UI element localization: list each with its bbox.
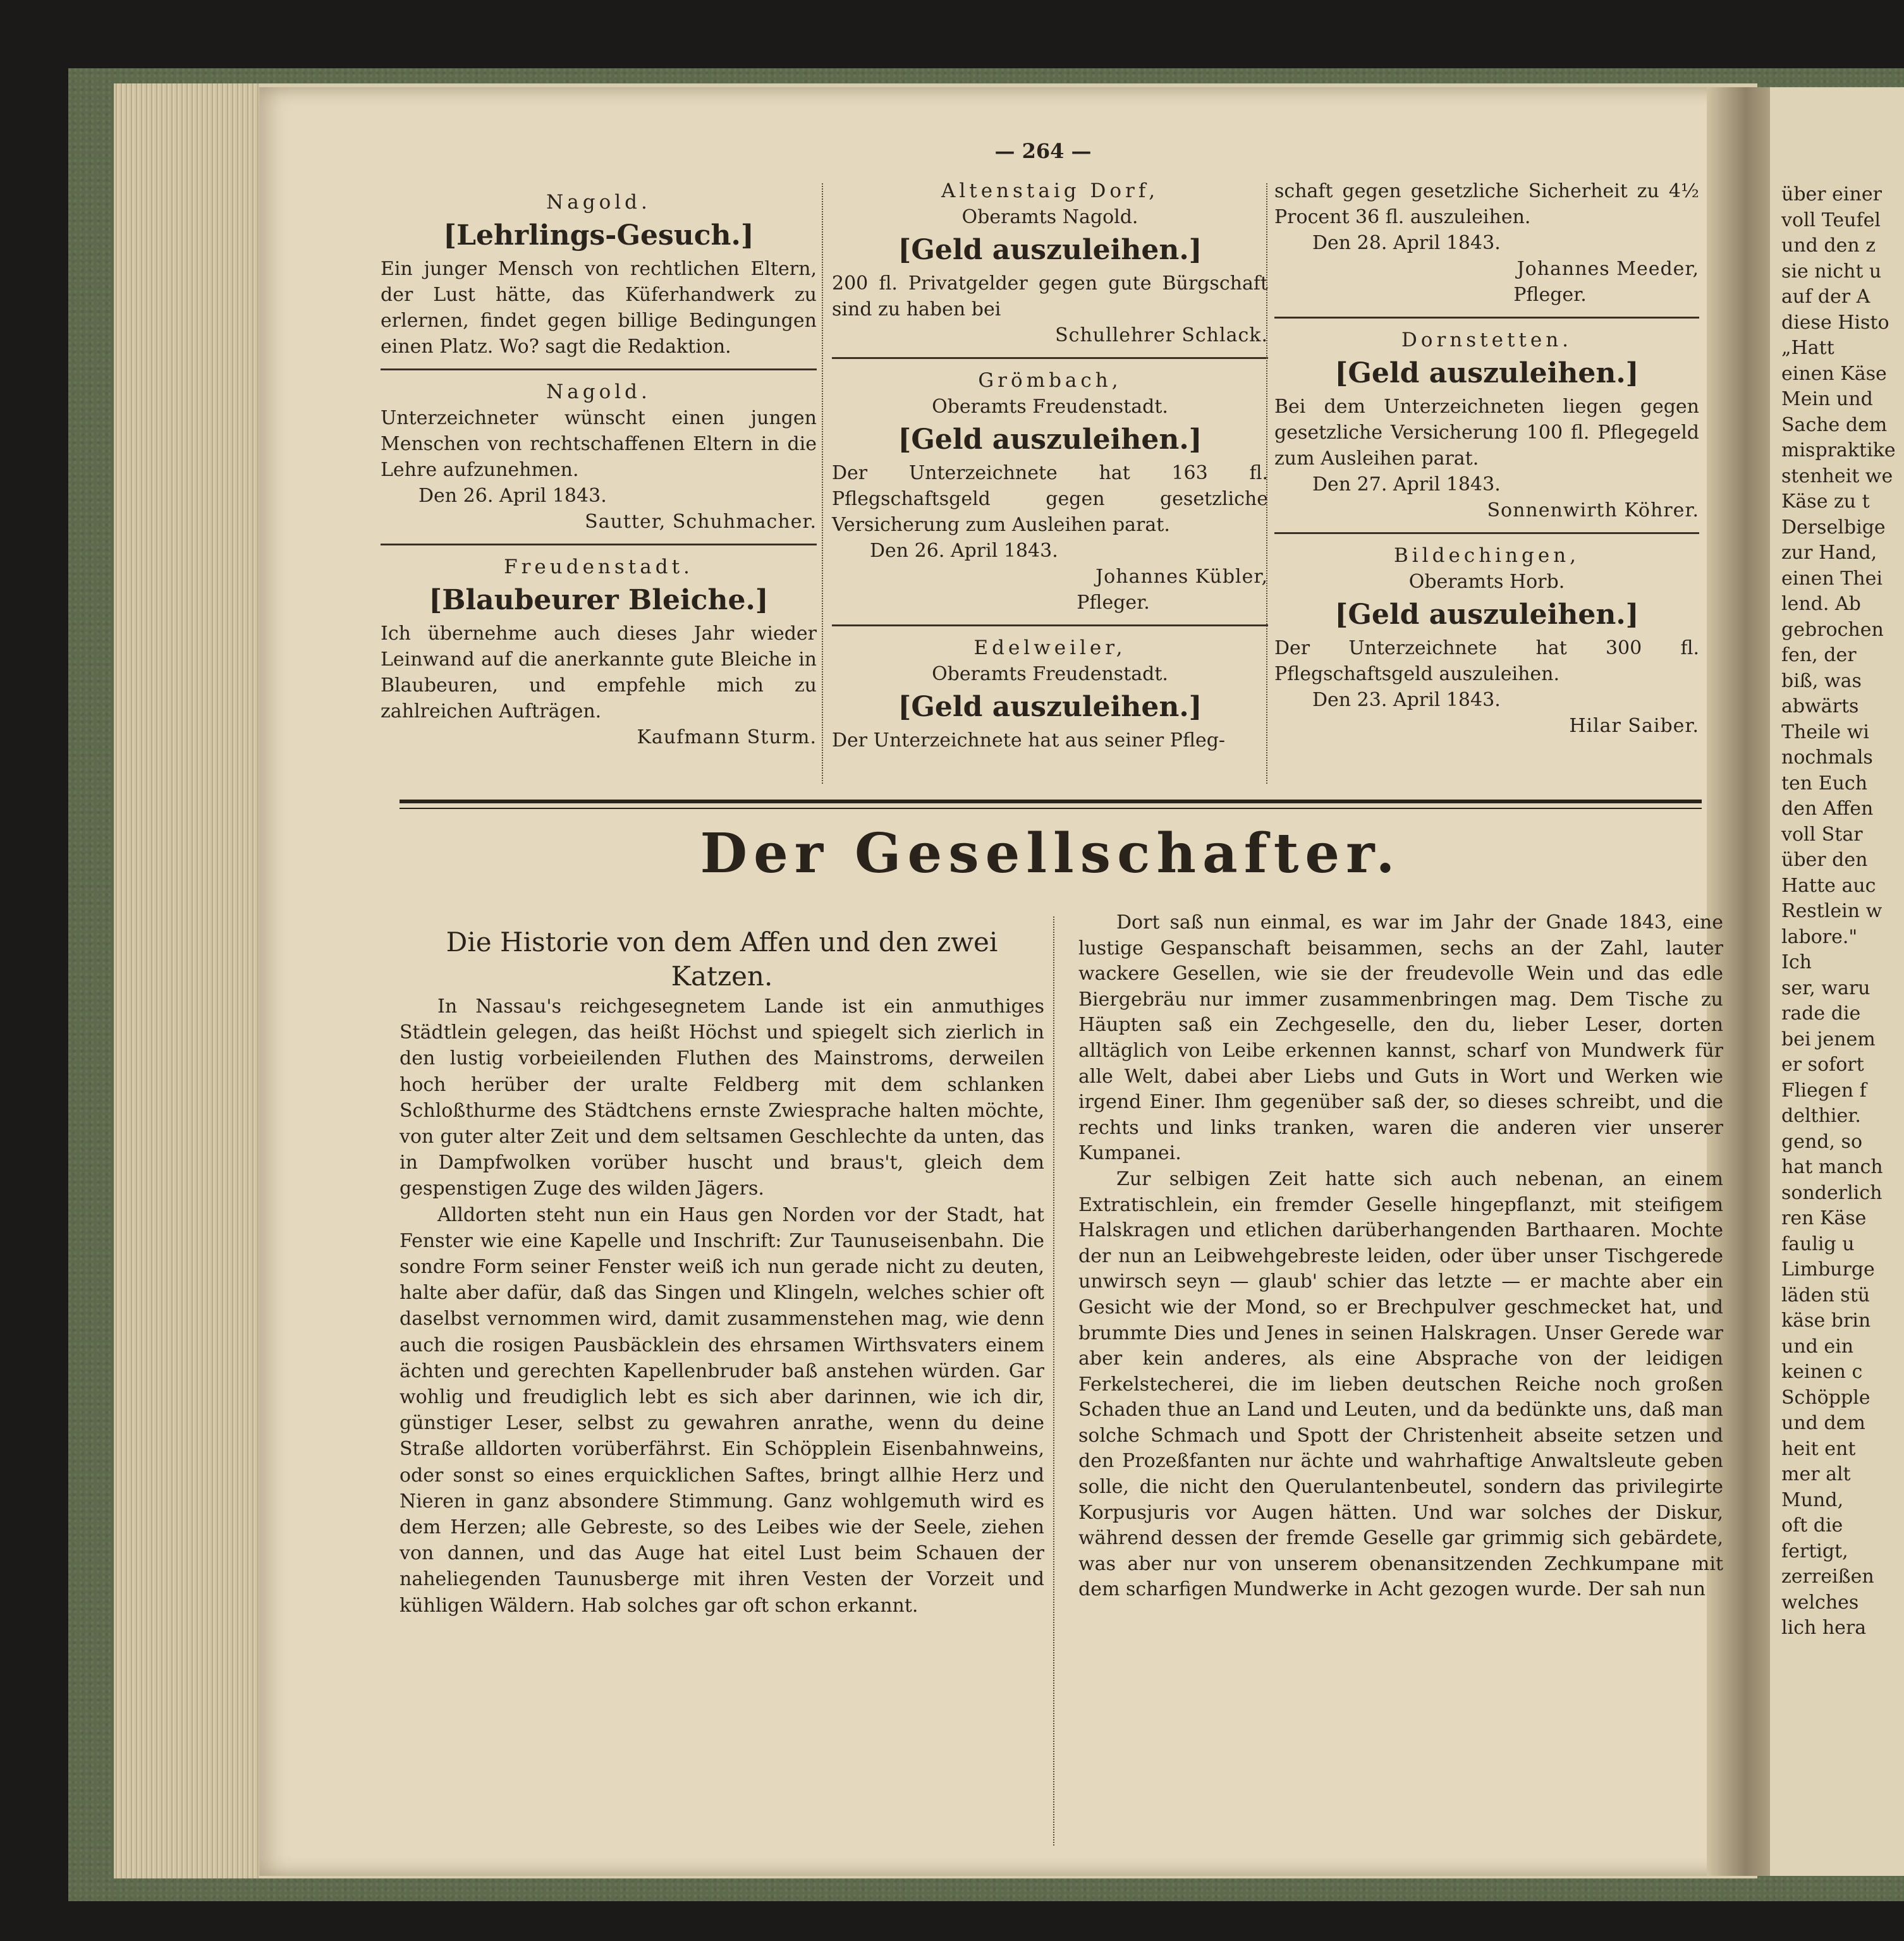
ad-heading: [Geld auszuleihen.] bbox=[898, 691, 1202, 723]
facing-page-line: welches bbox=[1781, 1591, 1859, 1614]
facing-page-line: Restlein w bbox=[1781, 900, 1883, 922]
facing-page-line: Schöpple bbox=[1781, 1386, 1870, 1409]
ad-separator bbox=[832, 624, 1268, 626]
facing-page-line: zur Hand, bbox=[1781, 542, 1877, 564]
ad-body: Der Unterzeichnete hat 163 fl. Pflegschaftsgeld gegen gesetzliche Versicherung zum Ausleihen parat. bbox=[832, 462, 1268, 536]
ad-date: Den 27. April 1843. bbox=[1312, 473, 1501, 496]
story-paragraph: Dort saß nun einmal, es war im Jahr der Gnade 1843, eine lustige Gespanschaft beisammen, sechs an der Zahl, lauter wackere Gesellen, wie sie der freudevolle Wein und das edle Biergebräu nur immer zusammenbringen mag. Dem Tische zu Häupten saß ein Zechgeselle, den du, lieber Leser, dorten alltäglich von Leibe erkennen kannst, scharf von Mundwerk für alle Welt, dabei aber Liebs und Guts in Wort und Werken wie irgend Einer. Ihm gegenüber saß der, so dieses schreibt, und die rechts und links tranken, waren die anderen vier unserer Kumpanei. bbox=[1078, 911, 1723, 1165]
facing-page-line: nochmals bbox=[1781, 746, 1873, 769]
facing-page-line: ren Käse bbox=[1781, 1207, 1867, 1229]
facing-page-line: Ich bbox=[1781, 951, 1812, 973]
facing-page-line: käse brin bbox=[1781, 1310, 1871, 1332]
facing-page-line: den Affen bbox=[1781, 798, 1874, 820]
facing-page-line: labore." bbox=[1781, 925, 1858, 948]
story-paragraph: Alldorten steht nun ein Haus gen Norden vor der Stadt, hat Fenster wie eine Kapelle und Inschrift: Zur Taunuseisenbahn. Die sondre Form seiner Fenster weiß ich nun gerade nicht zu deuten, halte aber dafür, daß das Singen und Klingeln, welches schier oft daselbst vernommen wird, damit zusammenstehen mag, wie denn auch die rosigen Pausbäcklein des ehrsamen Wirthsvaters einem ächten und gerechten Kapellenbruder baß anstehen würden. Gar wohlig und freudiglich lebt es sich aber darinnen, wie ich dir, günstiger Leser, selbst zu gewahren anrathe, wenn du deine Straße alldorten vorüberfährst. Ein Schöpplein Eisenbahnweins, oder sonst so eines erquicklichen Saftes, bringt allhie Herz und Nieren in ganz absondere Stimmung. Ganz wohlgemuth wird es dem Herzen; alle Gebreste, so des Leibes wie der Seele, ziehen von dannen, und das Auge hat eitel Lust beim Schauen der naheliegenden Taunusberge mit ihren Vesten der Vorzeit und kühligen Wäldern. Hab solches gar oft schon erkannt. bbox=[400, 1203, 1044, 1617]
facing-page-line: fertigt, bbox=[1781, 1540, 1848, 1562]
facing-page-line: ser, waru bbox=[1781, 977, 1870, 999]
ad-subplace: Oberamts Nagold. bbox=[961, 206, 1138, 228]
story-paragraph: In Nassau's reichgesegnetem Lande ist ein anmuthiges Städtlein gelegen, das heißt Höchst und spiegelt sich zierlich in den lustig vorbeieilenden Fluthen des Mainstroms, derweilen hoch herüber der uralte Feldberg mit dem schlanken Schloßthurme des Städtchens ernste Zwiesprache halten möchte, von guter alter Zeit und dem seltsamen Geschlechte da unten, das in Dampfwolken vorüber huscht und braus't, gleich dem gespenstigen Zuge des wilden Jägers. bbox=[400, 995, 1044, 1200]
ad-place: Nagold. bbox=[546, 380, 651, 403]
facing-page-line: Mund, bbox=[1781, 1488, 1844, 1511]
ad-body: Der Unterzeichnete hat aus seiner Pfleg- bbox=[832, 729, 1226, 751]
facing-page-line: faulig u bbox=[1781, 1232, 1855, 1255]
ad-body: Ein junger Mensch von rechtlichen Eltern, der Lust hätte, das Küferhandwerk zu erlernen, findet gegen billige Bedingungen einen Platz. Wo? sagt die Redaktion. bbox=[381, 258, 817, 358]
facing-page-line: keinen c bbox=[1781, 1361, 1863, 1383]
ad-body: Bei dem Unterzeichneten liegen gegen gesetzliche Versicherung 100 fl. Pflegegeld zum Ausleihen parat. bbox=[1274, 396, 1699, 470]
ad-place: Nagold. bbox=[546, 191, 651, 214]
ad-heading: [Geld auszuleihen.] bbox=[898, 234, 1202, 266]
facing-page-line: gend, so bbox=[1781, 1130, 1863, 1153]
facing-page-line: fen, der bbox=[1781, 644, 1857, 666]
ad-body: 200 fl. Privatgelder gegen gute Bürgschaft sind zu haben bei bbox=[832, 272, 1268, 320]
ad-role: Pfleger. bbox=[1077, 592, 1150, 614]
ad-signature: Schullehrer Schlack. bbox=[1055, 324, 1268, 346]
masthead: Der Gesellschafter. bbox=[700, 822, 1401, 885]
ad-place: Freudenstadt. bbox=[504, 556, 693, 578]
ad-signature: Kaufmann Sturm. bbox=[637, 726, 817, 748]
advertisement bbox=[381, 554, 817, 750]
ad-body: schaft gegen gesetzliche Sicherheit zu 4½ Procent 36 fl. auszuleihen. bbox=[1274, 180, 1699, 228]
ad-signature: Johannes Meeder, bbox=[1516, 258, 1699, 280]
advertisement bbox=[1274, 327, 1699, 523]
ad-body: Der Unterzeichnete hat 300 fl. Pflegschaftsgeld auszuleihen. bbox=[1274, 637, 1699, 685]
facing-page-line: diese Histo bbox=[1781, 311, 1889, 334]
advertisement bbox=[832, 635, 1268, 753]
advertisement bbox=[381, 190, 817, 360]
facing-page-text bbox=[1770, 87, 1904, 1641]
facing-page-line: Hatte auc bbox=[1781, 874, 1876, 897]
ad-separator bbox=[381, 368, 817, 370]
facing-page-line: Limburge bbox=[1781, 1258, 1875, 1281]
ad-place: Altenstaig Dorf, bbox=[941, 179, 1159, 202]
facing-page-line: ten Euch bbox=[1781, 772, 1868, 794]
ad-subplace: Oberamts Freudenstadt. bbox=[932, 663, 1168, 685]
ad-heading: [Geld auszuleihen.] bbox=[1334, 599, 1639, 631]
facing-page-line: voll Teufel bbox=[1781, 209, 1881, 231]
section-rule-thin bbox=[400, 808, 1702, 809]
facing-page-line: über einer bbox=[1781, 183, 1882, 205]
ad-separator bbox=[1274, 532, 1699, 534]
story-column-1 bbox=[400, 925, 1044, 1619]
ad-heading: [Lehrlings-Gesuch.] bbox=[443, 219, 754, 252]
ad-role: Pfleger. bbox=[1513, 284, 1587, 306]
story-title: Die Historie von dem Affen und den zwei Katzen. bbox=[446, 927, 998, 992]
ads-column-3 bbox=[1274, 178, 1699, 745]
ad-separator bbox=[1274, 317, 1699, 319]
ad-body: Unterzeichneter wünscht einen jungen Menschen von rechtschaffenen Eltern in die Lehre aufzunehmen. bbox=[381, 407, 817, 481]
facing-page-line: stenheit we bbox=[1781, 465, 1893, 487]
facing-page-line: Käse zu t bbox=[1781, 490, 1870, 513]
facing-page-line: „Hatt bbox=[1781, 337, 1834, 359]
ad-place: Grömbach, bbox=[978, 369, 1122, 392]
section-rule bbox=[400, 800, 1702, 803]
ad-heading: [Geld auszuleihen.] bbox=[898, 423, 1202, 456]
facing-page-line: Mein und bbox=[1781, 388, 1873, 410]
ad-signature: Sonnenwirth Köhrer. bbox=[1487, 499, 1699, 521]
advertisement bbox=[832, 368, 1268, 616]
column-divider bbox=[1053, 916, 1054, 1846]
facing-page-line: und dem bbox=[1781, 1412, 1865, 1434]
ad-heading: [Blaubeurer Bleiche.] bbox=[429, 584, 769, 616]
facing-page-line: er sofort bbox=[1781, 1054, 1864, 1076]
facing-page-line: mispraktike bbox=[1781, 439, 1896, 461]
ad-place: Edelweiler, bbox=[973, 636, 1126, 659]
facing-page-line: einen Thei bbox=[1781, 567, 1883, 590]
facing-page-line: Fliegen f bbox=[1781, 1079, 1867, 1102]
ad-place: Bildechingen, bbox=[1393, 544, 1580, 567]
facing-page-line: sonderlich bbox=[1781, 1181, 1883, 1204]
facing-page-line: Theile wi bbox=[1781, 721, 1869, 743]
facing-page-line: gebrochen bbox=[1781, 618, 1884, 641]
page-number: — 264 — bbox=[994, 139, 1092, 163]
ads-column-2 bbox=[832, 178, 1268, 760]
ad-signature: Hilar Saiber. bbox=[1569, 715, 1699, 737]
ad-date: Den 23. April 1843. bbox=[1312, 689, 1501, 711]
facing-page-line: läden stü bbox=[1781, 1284, 1870, 1306]
facing-page-line: zerreißen bbox=[1781, 1566, 1874, 1588]
facing-page-line: voll Star bbox=[1781, 823, 1863, 846]
facing-page-line: und den z bbox=[1781, 234, 1876, 257]
ad-separator bbox=[381, 544, 817, 545]
story-column-2 bbox=[1078, 910, 1723, 1603]
ad-place: Dornstetten. bbox=[1401, 329, 1573, 351]
story-paragraph: Zur selbigen Zeit hatte sich auch nebenan, an einem Extratischlein, ein fremder Geselle hingepflanzt, mit steifigem Halskragen und etlichen darüberhangenden Barthaaren. Mochte der nun an Leibwehgebreste leiden, oder über unser Tischgerede unwirsch seyn — glaub' schier das letzte — er machte aber ein Gesicht wie der Mond, so er Brechpulver geschmecket hat, und brummte Dies und Jenes in seinen Halskragen. Unser Gerede war aber kein anderes, als eine Absprache von der leidigen Ferkelstecherei, die im lieben deutschen Reiche noch großen Schaden thue an Land und Leuten, und da bedünkte uns, daß man solche Schmach und Spott der Christenheit abseite setzen und den Prozeßfanten nur ächte und wahrhaftige Anwaltsleute geben solle, die nicht den Querulantenbeutel, sondern das privilegirte Korpusjuris vor Augen hätten. Und war solches der Diskur, während dessen der fremde Geselle gar grimmig sich gebärdete, was aber nur von unserem obenansitzenden Zechkumpane mit dem scharfigen Mundwerke in Acht gezogen wurde. Der sah nun bbox=[1078, 1167, 1723, 1601]
ad-heading: [Geld auszuleihen.] bbox=[1334, 357, 1639, 389]
ad-body: Ich übernehme auch dieses Jahr wieder Leinwand auf die anerkannte gute Bleiche in Blaubeuren, und empfehle mich zu zahlreichen Aufträgen. bbox=[381, 623, 817, 722]
column-divider bbox=[822, 183, 823, 784]
facing-page-line: sie nicht u bbox=[1781, 260, 1882, 283]
facing-page-line: rade die bbox=[1781, 1002, 1861, 1025]
ad-signature: Sautter, Schuhmacher. bbox=[585, 511, 817, 533]
facing-page-line: einen Käse bbox=[1781, 362, 1887, 385]
facing-page-line: Derselbige bbox=[1781, 516, 1886, 538]
facing-page-line: heit ent bbox=[1781, 1437, 1856, 1460]
facing-page-line: delthier. bbox=[1781, 1105, 1861, 1127]
ad-signature: Johannes Kübler, bbox=[1095, 566, 1268, 588]
ad-date: Den 28. April 1843. bbox=[1312, 232, 1501, 254]
advertisement bbox=[381, 379, 817, 535]
column-divider bbox=[1266, 183, 1267, 784]
ad-separator bbox=[832, 357, 1268, 359]
facing-page-line: und ein bbox=[1781, 1335, 1854, 1358]
facing-page-line: lend. Ab bbox=[1781, 593, 1861, 615]
facing-page bbox=[1770, 87, 1904, 1876]
ads-column-1 bbox=[381, 190, 817, 757]
page-edges bbox=[114, 83, 259, 1878]
advertisement bbox=[1274, 543, 1699, 739]
facing-page-line: bei jenem bbox=[1781, 1028, 1876, 1050]
ad-subplace: Oberamts Horb. bbox=[1408, 571, 1565, 593]
facing-page-line: mer alt bbox=[1781, 1463, 1851, 1485]
facing-page-line: oft die bbox=[1781, 1514, 1843, 1536]
advertisement bbox=[832, 178, 1268, 348]
ad-subplace: Oberamts Freudenstadt. bbox=[932, 396, 1168, 418]
facing-page-line: biß, was bbox=[1781, 669, 1862, 692]
facing-page-line: hat manch bbox=[1781, 1156, 1883, 1178]
facing-page-line: auf der A bbox=[1781, 286, 1870, 308]
ad-date: Den 26. April 1843. bbox=[870, 540, 1058, 562]
facing-page-line: lich hera bbox=[1781, 1617, 1867, 1639]
facing-page-line: abwärts bbox=[1781, 695, 1859, 717]
facing-page-line: Sache dem bbox=[1781, 413, 1888, 436]
ad-date: Den 26. April 1843. bbox=[418, 485, 607, 507]
facing-page-line: über den bbox=[1781, 849, 1868, 871]
advertisement bbox=[1274, 178, 1699, 308]
